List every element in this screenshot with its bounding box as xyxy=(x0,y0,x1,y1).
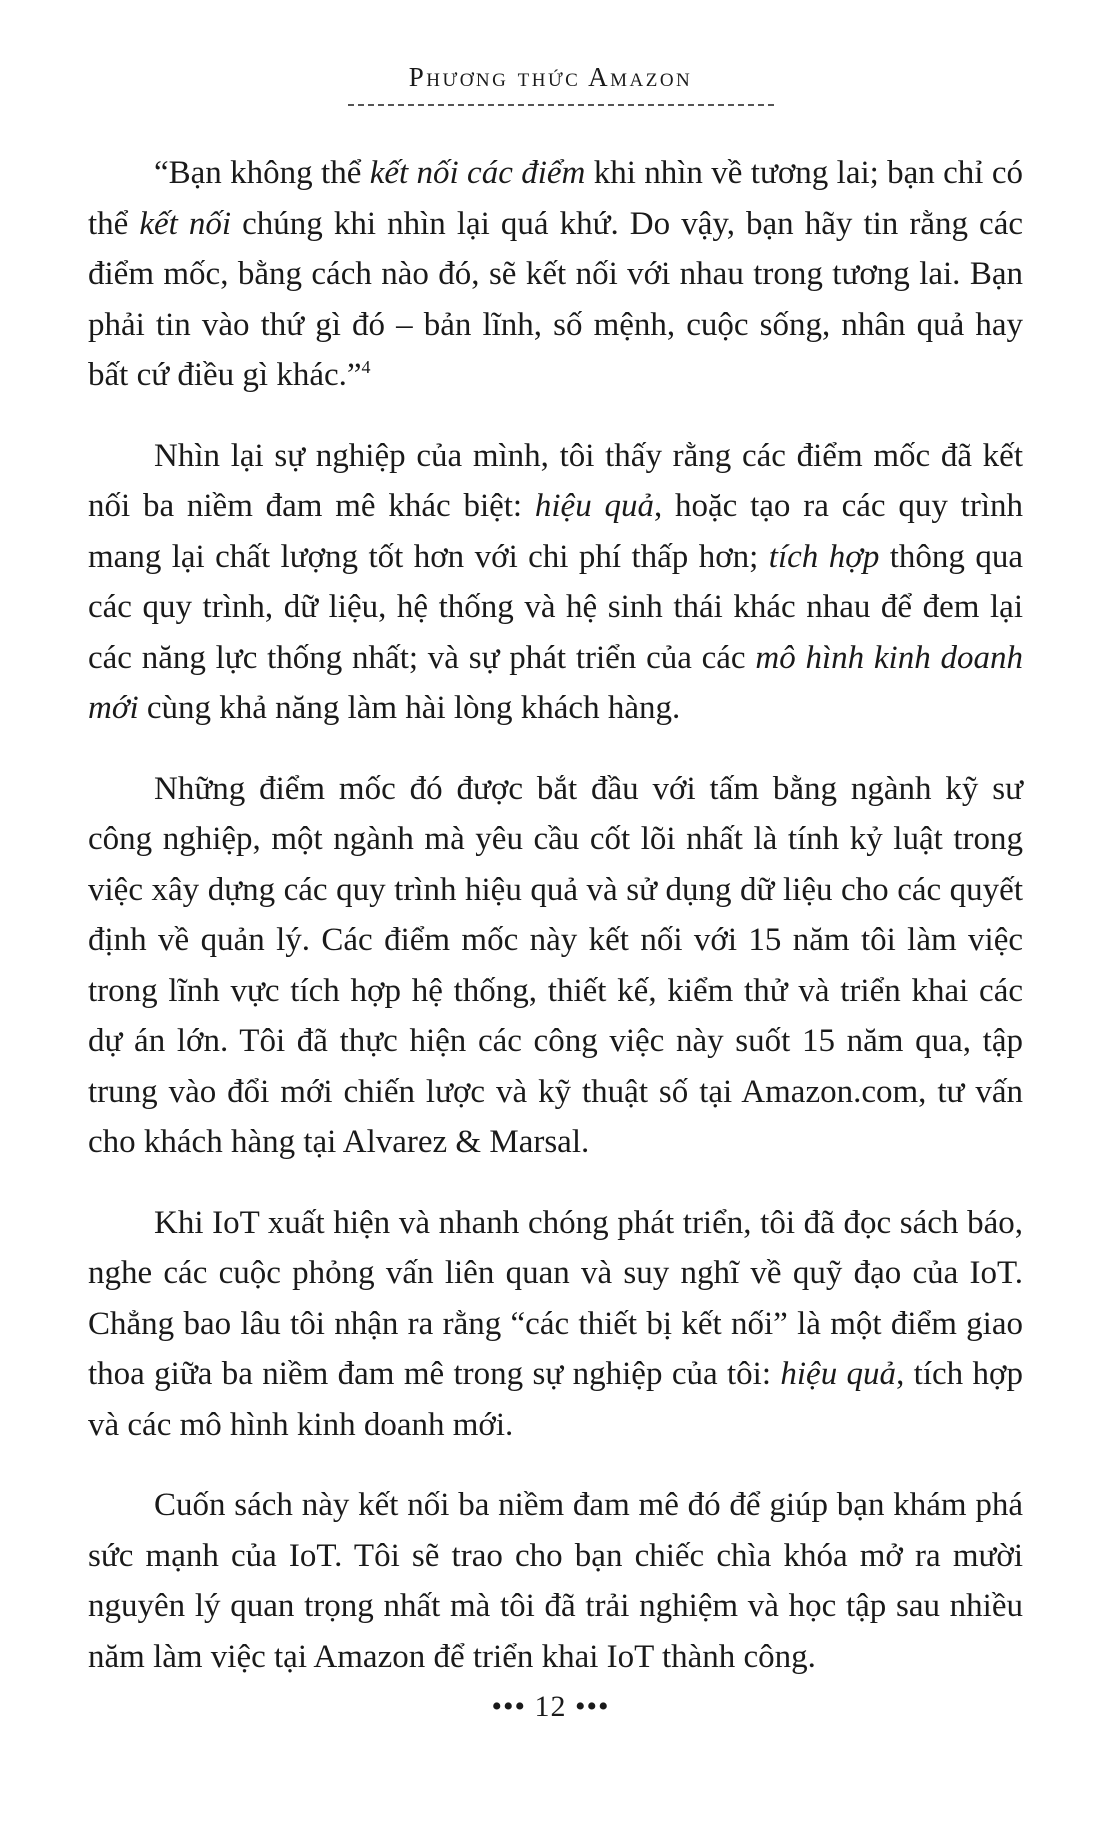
text-run: thông qua các quy trình, dữ liệu, hệ thống và hệ sinh thái khác nhau để đem lại các năng lực thống nhất; và sự phát triển của các xyxy=(88,538,1023,676)
italic-run: mô hình kinh doanh mới xyxy=(88,639,1023,726)
italic-run: hiệu quả xyxy=(534,488,654,524)
paragraph xyxy=(88,764,1023,1168)
italic-run: hiệu quả xyxy=(780,1356,897,1392)
footnote-marker: 4 xyxy=(361,357,371,377)
page-footer xyxy=(0,1690,1101,1724)
text-run: khi nhìn về tương lai; bạn chỉ có thể xyxy=(88,155,1023,242)
running-header xyxy=(0,62,1101,93)
italic-run: tích hợp xyxy=(768,538,880,575)
text-run: , tích hợp và các mô hình kinh doanh mới. xyxy=(88,1356,1023,1443)
italic-run: kết nối xyxy=(139,205,232,242)
paragraph xyxy=(88,1198,1023,1451)
paragraph xyxy=(88,1480,1023,1682)
text-run: cùng khả năng làm hài lòng khách hàng. xyxy=(138,690,681,726)
header-dashed-rule xyxy=(348,104,774,106)
italic-run: kết nối các điểm xyxy=(369,155,586,191)
running-header-title: Phương thức Amazon xyxy=(408,62,693,92)
text-run: Khi IoT xuất hiện và nhanh chóng phát triển, tôi đã đọc sách báo, nghe các cuộc phỏng vấn liên quan và suy nghĩ về quỹ đạo của IoT. Chẳng bao lâu tôi nhận ra rằng “các thiết bị kết nối” là một điểm giao thoa giữa ba niềm đam mê trong sự nghiệp của tôi: xyxy=(88,1204,1023,1392)
paragraph xyxy=(88,431,1023,734)
paragraph xyxy=(88,148,1023,401)
text-run: chúng khi nhìn lại quá khứ. Do vậy, bạn hãy tin rằng các điểm mốc, bằng cách nào đó, sẽ kết nối với nhau trong tương lai. Bạn phải tin vào thứ gì đó – bản lĩnh, số mệnh, cuộc sống, nhân quả hay bất cứ điều gì khác.” xyxy=(88,205,1023,393)
text-run: , hoặc tạo ra các quy trình mang lại chất lượng tốt hơn với chi phí thấp hơn; xyxy=(88,488,1023,575)
text-run: Những điểm mốc đó được bắt đầu với tấm bằng ngành kỹ sư công nghiệp, một ngành mà yêu cầu cốt lõi nhất là tính kỷ luật trong việc xây dựng các quy trình hiệu quả và sử dụng dữ liệu cho các quyết định về quản lý. Các điểm mốc này kết nối với 15 năm tôi làm việc trong lĩnh vực tích hợp hệ thống, thiết kế, kiểm thử và triển khai các dự án lớn. Tôi đã thực hiện các công việc này suốt 15 năm qua, tập trung vào đổi mới chiến lược và kỹ thuật số tại Amazon.com, tư vấn cho khách hàng tại Alvarez & Marsal. xyxy=(88,770,1023,1160)
page-number: 12 xyxy=(534,1690,567,1723)
text-run: “Bạn không thể xyxy=(154,155,370,191)
text-run: Cuốn sách này kết nối ba niềm đam mê đó để giúp bạn khám phá sức mạnh của IoT. Tôi sẽ trao cho bạn chiếc chìa khóa mở ra mười nguyên lý quan trọng nhất mà tôi đã trải nghiệm và học tập sau nhiều năm làm việc tại Amazon để triển khai IoT thành công. xyxy=(88,1487,1023,1675)
body-text xyxy=(88,148,1023,1712)
ornament-left: ••• xyxy=(491,1690,526,1723)
ornament-right: ••• xyxy=(575,1690,610,1723)
text-run: Nhìn lại sự nghiệp của mình, tôi thấy rằng các điểm mốc đã kết nối ba niềm đam mê khác biệt: xyxy=(88,437,1023,524)
